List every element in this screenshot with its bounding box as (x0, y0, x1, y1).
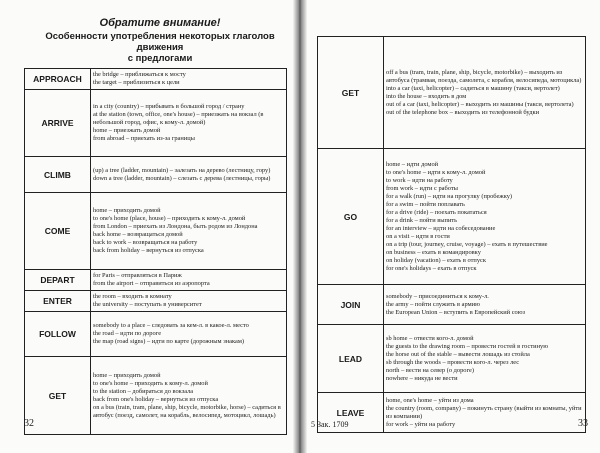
usage-line: the room – входить в комнату (93, 293, 172, 300)
usage-line: for a walk (run) – идти на прогулку (пробежку) (386, 192, 513, 200)
usage-cell (91, 90, 287, 157)
usage-line: the map (road signs) – идти по карте (дорожным знакам) (93, 338, 244, 345)
usage-line: on business – ехать в командировку (386, 248, 481, 256)
verb-cell: DEPART (25, 270, 91, 291)
usage-line: out of a car (taxi, helicopter) – выходить из машины (такси, вертолета) (386, 100, 574, 108)
usage-line: on a trip (tour, journey, cruise, voyage) – ехать в путешествие (386, 240, 548, 248)
usage-cell (91, 157, 287, 193)
usage-line: the target – приблизиться к цели (93, 79, 180, 86)
verb-cell: GET (318, 37, 384, 149)
usage-line: to one's home (place, house) – приходить к кому-л. домой (93, 215, 246, 222)
usage-cell (384, 149, 586, 285)
usage-line: at the station (town, office, one's house) – приезжать на вокзал (в небольшой город, офис, к кому-л. домой) (93, 111, 264, 126)
verb-cell: LEAD (318, 325, 384, 393)
verb-cell: JOIN (318, 285, 384, 325)
usage-line: the guests to the drawing room – провести гостей в гостиную (386, 342, 548, 350)
left-page (0, 0, 293, 453)
usage-line: somebody to a place – следовать за кем-л. в какое-л. место (93, 322, 249, 329)
usage-line: back from one's holiday – вернуться из отпуска (93, 395, 219, 403)
usage-line: back to work – возвращаться на работу (93, 239, 198, 246)
usage-line: out of the telephone box – выходить из телефонной будки (386, 108, 539, 116)
page-number: 33 (578, 418, 588, 429)
usage-line: the country (room, company) – покинуть страну (выйти из комнаты, уйти из компании) (386, 404, 582, 420)
usage-line: home – приходить домой (93, 207, 161, 214)
table-row (25, 69, 287, 90)
usage-line: the army – пойти служить в армию (386, 300, 480, 308)
usage-line: sb through the woods – провести кого-л. через лес (386, 358, 520, 366)
usage-line: home, one's home – уйти из дома (386, 396, 474, 404)
table-row (318, 149, 586, 285)
usage-cell (384, 285, 586, 325)
usage-line: for Paris – отправляться в Париж (93, 272, 182, 279)
usage-line: nowhere – никуда не вести (386, 374, 458, 382)
usage-line: to work – идти на работу (386, 176, 453, 184)
usage-line: for a swim – пойти поплавать (386, 200, 465, 208)
usage-line: in a city (country) – прибывать в большой город / страну (93, 103, 245, 110)
usage-line: on a bus (train, tram, plane, ship, bicycle, motorbike, horse) – садиться в автобус (поезд, самолет, на корабль, велосипед, мотоцикл, лошадь) (93, 403, 281, 419)
usage-cell (91, 291, 287, 312)
book-gutter (293, 0, 307, 453)
page-title: Обратите внимание! (99, 17, 221, 29)
usage-line: into a car (taxi, helicopter) – садиться в машину (такси, вертолет) (386, 84, 560, 92)
usage-line: for work – уйти на работу (386, 420, 456, 428)
usage-line: the European Union – вступить в Европейский союз (386, 308, 526, 316)
usage-line: the university – поступать в университет (93, 301, 202, 308)
subtitle-line-2: с предлогами (127, 53, 193, 64)
usage-line: north – вести на север (о дороге) (386, 366, 474, 374)
verb-cell: GET (25, 357, 91, 435)
table-row (25, 270, 287, 291)
verb-cell: FOLLOW (25, 312, 91, 357)
table-row (25, 90, 287, 157)
usage-line: to one's home – приходить к кому-л. домой (93, 379, 208, 387)
table-row (318, 325, 586, 393)
table-row (25, 157, 287, 193)
right-page (307, 0, 600, 453)
usage-line: from work – идти с работы (386, 184, 458, 192)
verbs-table-left (24, 68, 287, 435)
subtitle-line-1: Особенности употребления некоторых глаголов движения (45, 31, 275, 53)
usage-cell (91, 193, 287, 270)
usage-line: for one's holidays – ехать в отпуск (386, 264, 477, 272)
signature-mark: 5 Зак. 1709 (311, 420, 349, 429)
usage-line: home – приходить домой (93, 371, 161, 379)
table-row (318, 393, 586, 433)
usage-line: (up) a tree (ladder, mountain) – залезать на дерево (лестницу, гору) (93, 166, 271, 174)
table-row (25, 291, 287, 312)
verb-cell: ARRIVE (25, 90, 91, 157)
usage-line: from abroad – приехать из-за границы (93, 135, 195, 142)
usage-line: down a tree (ladder, mountain) – слезать с дерева (лестницы, горы) (93, 174, 271, 182)
usage-line: from the airport – отправиться из аэропорта (93, 280, 210, 287)
usage-line: the road – идти по дороге (93, 330, 162, 337)
usage-cell (384, 37, 586, 149)
usage-line: back home – возвращаться домой (93, 231, 183, 238)
usage-line: to one's home – идти к кому-л. домой (386, 168, 486, 176)
usage-line: on holiday (vacation) – ехать в отпуск (386, 256, 486, 264)
usage-line: for an interview – идти на собеседование (386, 224, 496, 232)
usage-line: on a visit – идти в гости (386, 232, 450, 240)
usage-line: somebody – присоединиться к кому-л. (386, 292, 489, 300)
usage-cell (384, 325, 586, 393)
usage-cell (384, 393, 586, 433)
usage-cell (91, 312, 287, 357)
usage-line: the bridge – приближаться к мосту (93, 71, 186, 78)
usage-cell (91, 69, 287, 90)
verb-cell: LEAVE (318, 393, 384, 433)
table-row (318, 37, 586, 149)
table-row (25, 357, 287, 435)
verb-cell: CLIMB (25, 157, 91, 193)
usage-line: to the station – добираться до вокзала (93, 387, 194, 395)
usage-line: the horse out of the stable – вывести лошадь из стойла (386, 350, 530, 358)
verb-cell: GO (318, 149, 384, 285)
usage-line: back from holiday – вернуться из отпуска (93, 247, 204, 254)
verbs-table-right (317, 36, 586, 433)
usage-line: for a drive (ride) – поехать покататься (386, 208, 487, 216)
page-number: 32 (24, 418, 34, 429)
table-row (25, 193, 287, 270)
table-row (25, 312, 287, 357)
usage-line: home – приезжать домой (93, 127, 161, 134)
usage-cell (91, 270, 287, 291)
usage-line: for a drink – пойти выпить (386, 216, 458, 224)
table-row (318, 285, 586, 325)
usage-line: sb home – отвести кого-л. домой (386, 334, 474, 342)
usage-line: from London – приехать из Лондона, быть родом из Лондона (93, 223, 258, 230)
usage-cell (91, 357, 287, 435)
usage-line: into the house – входить в дом (386, 92, 467, 100)
verb-cell: ENTER (25, 291, 91, 312)
usage-line: home – идти домой (386, 160, 439, 168)
page-subtitle (40, 31, 280, 64)
verb-cell: COME (25, 193, 91, 270)
usage-line: off a bus (tram, train, plane, ship, bicycle, motorbike) – выходить из автобуса (трамвая, поезда, самолета, с корабля, велосипеда, мотоцикла) (386, 68, 582, 84)
verb-cell: APPROACH (25, 69, 91, 90)
